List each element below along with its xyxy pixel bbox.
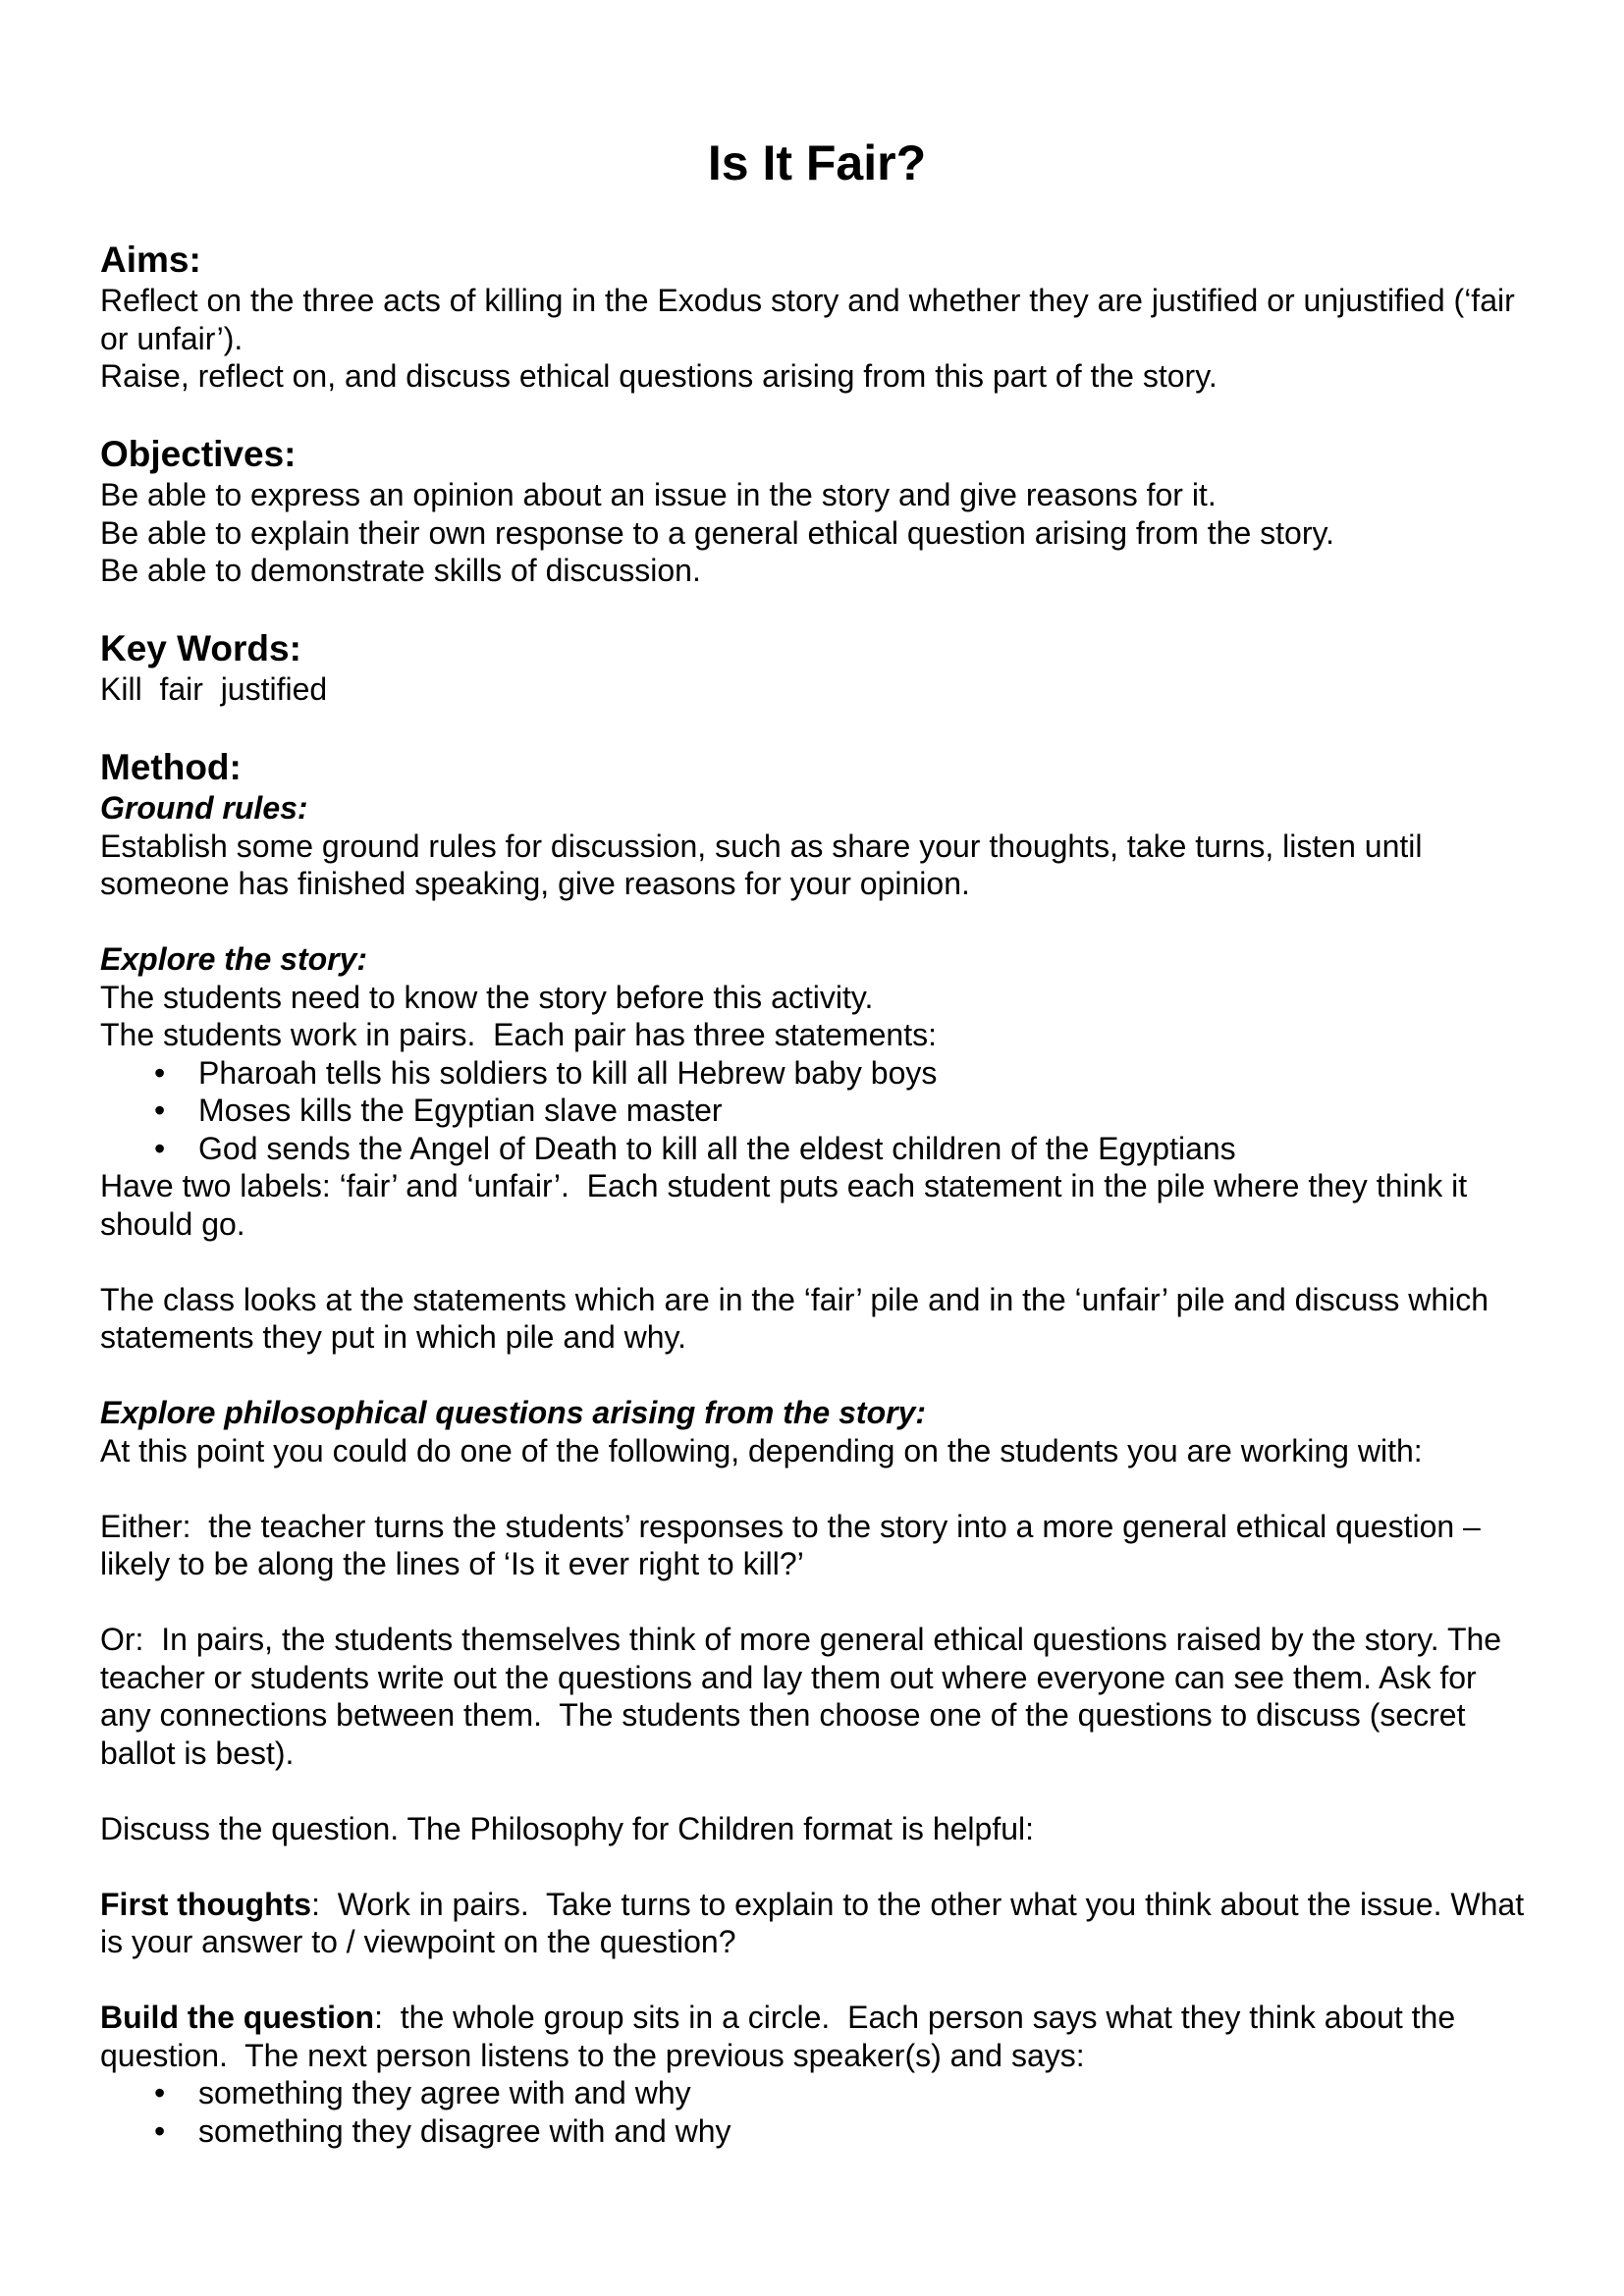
objectives-heading: Objectives: [100, 434, 297, 474]
explore-questions-intro: At this point you could do one of the following, depending on the students you are working with: [100, 1432, 1423, 1468]
key-words-section [100, 627, 1534, 709]
objective-line: Be able to express an opinion about an issue in the story and give reasons for it. [100, 477, 1217, 512]
discuss-text: Discuss the question. The Philosophy for Children format is helpful: [100, 1810, 1034, 1846]
list-item [100, 1092, 1534, 1130]
bullet-icon: • [154, 1093, 166, 1128]
bullet-text: something they disagree with and why [198, 2112, 731, 2149]
key-words-heading: Key Words: [100, 628, 301, 668]
method-heading: Method: [100, 747, 242, 787]
build-question-text: : the whole group sits in a circle. Each person says what they think about the question. The next person listens to the previous speaker(s) and says: [100, 2000, 1465, 2073]
statement-text: Pharoah tells his soldiers to kill all Hebrew baby boys [198, 1054, 938, 1091]
list-item [100, 2112, 1534, 2151]
first-thoughts-text: : Work in pairs. Take turns to explain to the other what you think about the issue. What is your answer to / viewpoint on the question? [100, 1886, 1533, 1959]
aims-section [100, 239, 1534, 396]
statements-list [100, 1054, 1534, 1168]
aims-heading: Aims: [100, 240, 201, 280]
or-option-text: Or: In pairs, the students themselves think of more general ethical questions raised by the story. The teacher or students write out the questions and lay them out where everyone can see them. Ask for any connections between them. The students then choose one of the questions to discuss (secret ballot is best). [100, 1622, 1510, 1771]
objective-line: Be able to explain their own response to a general ethical question arising from the story. [100, 514, 1335, 551]
page-title: Is It Fair? [707, 135, 927, 190]
explore-questions-heading: Explore philosophical questions arising from the story: [100, 1395, 927, 1430]
build-question-list [100, 2074, 1534, 2150]
bullet-icon: • [154, 1054, 166, 1091]
explore-story-line: The students need to know the story before this activity. [100, 979, 874, 1015]
objectives-section [100, 433, 1534, 590]
either-option-text: Either: the teacher turns the students’ responses to the story into a more general ethical question – likely to be along the lines of ‘Is it ever right to kill?’ [100, 1508, 1489, 1581]
build-question-label: Build the question [100, 2000, 375, 2035]
statement-text: Moses kills the Egyptian slave master [198, 1093, 723, 1128]
class-discussion-text: The class looks at the statements which are in the ‘fair’ pile and in the ‘unfair’ pile and discuss which statements they put in which pile and why. [100, 1281, 1489, 1355]
list-item [100, 1130, 1534, 1168]
method-section [100, 746, 1534, 2150]
statement-text: God sends the Angel of Death to kill all the eldest children of the Egyptians [198, 1130, 1236, 1166]
first-thoughts-paragraph [100, 1886, 1534, 1961]
explore-story-line: The students work in pairs. Each pair has three statements: [100, 1017, 937, 1052]
objective-line: Be able to demonstrate skills of discussion. [100, 553, 701, 588]
ground-rules-heading: Ground rules: [100, 790, 308, 826]
aims-line: Reflect on the three acts of killing in the Exodus story and whether they are justified or unjustified (‘fair or unfair’). [100, 283, 1515, 356]
aims-line: Raise, reflect on, and discuss ethical questions arising from this part of the story. [100, 358, 1218, 394]
bullet-icon: • [154, 2112, 166, 2149]
document-body [100, 239, 1534, 2150]
first-thoughts-label: First thoughts [100, 1886, 312, 1922]
explore-story-heading: Explore the story: [100, 941, 368, 977]
list-item [100, 2074, 1534, 2112]
labels-text: Have two labels: ‘fair’ and ‘unfair’. Each student puts each statement in the pile where they think it should go. [100, 1168, 1477, 1242]
key-words-text: Kill fair justified [100, 671, 328, 707]
bullet-icon: • [154, 2075, 166, 2110]
bullet-text: something they agree with and why [198, 2075, 691, 2110]
build-question-paragraph [100, 1999, 1534, 2074]
ground-rules-text: Establish some ground rules for discussion, such as share your thoughts, take turns, listen until someone has finished speaking, give reasons for your opinion. [100, 828, 1423, 901]
list-item [100, 1054, 1534, 1093]
bullet-icon: • [154, 1130, 166, 1166]
